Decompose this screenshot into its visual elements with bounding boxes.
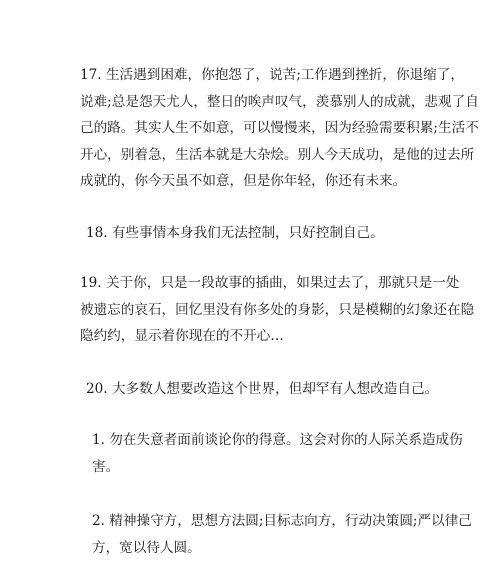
text-line: 被遗忘的哀石，回忆里没有你多处的身影，只是模糊的幻象还在隐 bbox=[80, 301, 475, 318]
paragraph-2 bbox=[92, 508, 472, 561]
text-line: 隐约约，显示着你现在的不开心… bbox=[80, 328, 284, 344]
paragraph-18 bbox=[86, 220, 446, 247]
text-line: 开心，别着急，生活本就是大杂烩。别人今天成功，是他的过去所 bbox=[80, 146, 475, 163]
text-line: 1. 勿在失意者面前谈论你的得意。这会对你的人际关系造成伤 bbox=[92, 432, 463, 448]
text-line: 方，宽以待人圆。 bbox=[92, 539, 201, 556]
paragraph-1 bbox=[92, 427, 463, 480]
text-line: 18. 有些事情本身我们无法控制，只好控制自己。 bbox=[86, 225, 384, 241]
text-line: 19. 关于你，只是一段故事的插曲，如果过去了，那就只是一处 bbox=[80, 275, 460, 291]
text-line: 17. 生活遇到困难，你抱怨了，说苦;工作遇到挫折，你退缩了， bbox=[80, 67, 464, 83]
text-line: 害。 bbox=[92, 458, 120, 475]
text-line: 20. 大多数人想要改造这个世界，但却罕有人想改造自己。 bbox=[86, 381, 439, 397]
text-line: 己的路。其实人生不如意，可以慢慢来，因为经验需要积累;生活不 bbox=[80, 120, 479, 136]
paragraph-17 bbox=[80, 62, 479, 195]
text-line: 说难;总是怨天尤人，整日的唉声叹气，羡慕别人的成就，悲观了自 bbox=[80, 93, 479, 110]
text-line: 成就的，你今天虽不如意，但是你年轻，你还有未来。 bbox=[80, 173, 407, 189]
paragraph-19 bbox=[80, 270, 475, 350]
text-line: 2. 精神操守方，思想方法圆;目标志向方，行动决策圆;严以律己 bbox=[92, 513, 472, 529]
paragraph-20 bbox=[86, 376, 446, 403]
